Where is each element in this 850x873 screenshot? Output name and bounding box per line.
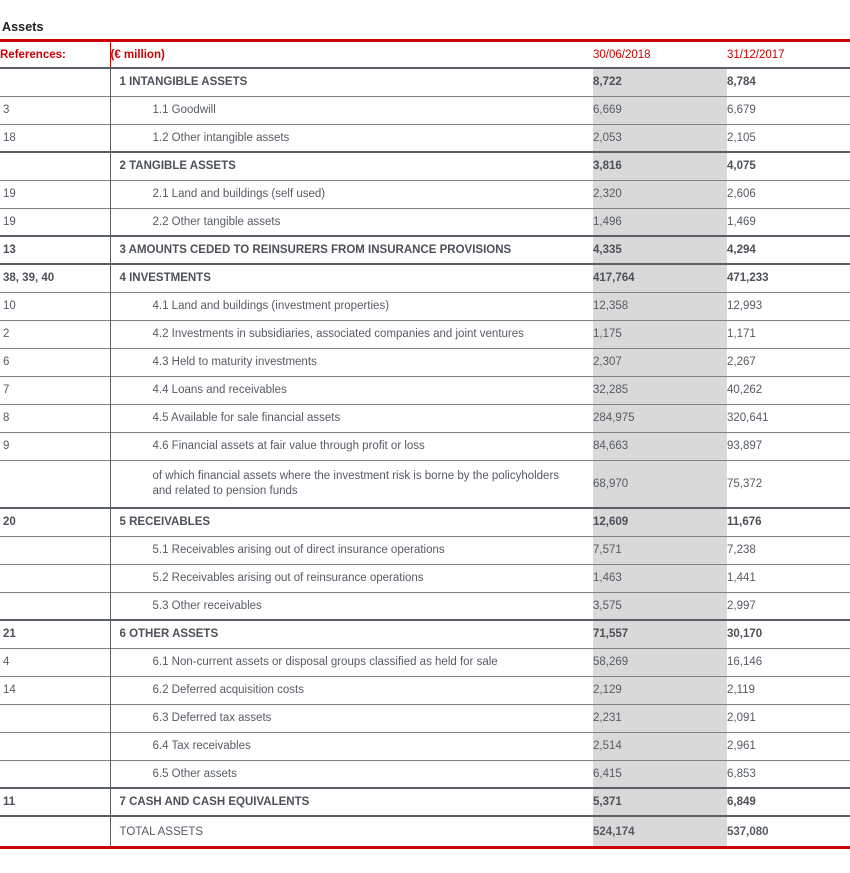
row-reference: 3 [0, 96, 110, 124]
row-label-cell [110, 404, 593, 432]
row-label: 2.2 Other tangible assets [152, 215, 281, 228]
row-value-previous: 2,105 [727, 124, 850, 152]
table-row [0, 348, 850, 376]
row-value-current: 417,764 [593, 264, 727, 292]
header-previous-period: 31/12/2017 [727, 49, 785, 61]
table-row [0, 96, 850, 124]
row-value-current: 2,129 [593, 676, 727, 704]
row-label: 2.1 Land and buildings (self used) [152, 188, 326, 200]
row-value-previous: 6,853 [727, 760, 850, 788]
row-label-cell [110, 180, 593, 208]
row-reference [0, 704, 110, 732]
table-row [0, 816, 850, 846]
row-label: 4.4 Loans and receivables [152, 384, 287, 396]
row-label-cell [110, 536, 593, 564]
row-label-cell [110, 292, 593, 320]
row-value-current: 3,816 [593, 152, 727, 180]
row-label-cell [110, 760, 593, 788]
row-label-cell [110, 732, 593, 760]
row-reference: 10 [0, 292, 110, 320]
table-row [0, 508, 850, 536]
row-label-cell [110, 676, 593, 704]
row-reference: 8 [0, 404, 110, 432]
assets-table [0, 42, 850, 846]
row-value-current: 6,669 [593, 96, 727, 124]
row-value-current: 524,174 [593, 816, 727, 846]
row-value-current: 2,053 [593, 124, 727, 152]
row-label: TOTAL ASSETS [119, 825, 204, 838]
row-value-previous: 4,075 [727, 152, 850, 180]
row-reference [0, 564, 110, 592]
row-label: 6.5 Other assets [152, 767, 237, 780]
row-value-current: 32,285 [593, 376, 727, 404]
row-value-current: 8,722 [593, 68, 727, 96]
row-reference [0, 68, 110, 96]
row-value-previous: 16,146 [727, 648, 850, 676]
table-row [0, 236, 850, 264]
table-row [0, 124, 850, 152]
row-value-current: 3,575 [593, 592, 727, 620]
row-value-previous: 75,372 [727, 460, 850, 508]
table-row [0, 648, 850, 676]
row-reference: 19 [0, 208, 110, 236]
row-value-previous: 2,267 [727, 348, 850, 376]
table-row [0, 180, 850, 208]
row-reference: 2 [0, 320, 110, 348]
row-label: 5.1 Receivables arising out of direct insurance operations [152, 544, 445, 556]
row-reference: 4 [0, 648, 110, 676]
row-label: 6.4 Tax receivables [152, 740, 251, 752]
row-label: 6.3 Deferred tax assets [152, 712, 272, 724]
row-value-current: 2,320 [593, 180, 727, 208]
row-value-previous: 1,469 [727, 208, 850, 236]
row-label: 1.1 Goodwill [152, 104, 216, 116]
row-label-cell [110, 460, 593, 508]
row-value-previous: 93,897 [727, 432, 850, 460]
row-value-previous: 537,080 [727, 816, 850, 846]
table-row [0, 760, 850, 788]
row-value-current: 284,975 [593, 404, 727, 432]
row-reference [0, 460, 110, 508]
row-label: 4.5 Available for sale financial assets [152, 412, 341, 424]
table-row [0, 320, 850, 348]
row-reference [0, 592, 110, 620]
row-value-previous: 1,171 [727, 320, 850, 348]
row-value-current: 2,307 [593, 348, 727, 376]
row-reference: 38, 39, 40 [0, 264, 110, 292]
row-label-cell [110, 124, 593, 152]
row-label-cell [110, 68, 593, 96]
row-value-previous: 40,262 [727, 376, 850, 404]
row-label-cell [110, 236, 593, 264]
row-reference: 6 [0, 348, 110, 376]
row-value-current: 12,358 [593, 292, 727, 320]
row-label-cell [110, 816, 593, 846]
header-current-period: 30/06/2018 [593, 49, 651, 61]
bottom-red-rule [0, 846, 850, 849]
table-body [0, 42, 850, 846]
row-value-previous: 12,993 [727, 292, 850, 320]
table-row [0, 68, 850, 96]
row-value-previous: 4,294 [727, 236, 850, 264]
row-value-current: 1,175 [593, 320, 727, 348]
row-label: 6 OTHER ASSETS [119, 628, 219, 641]
row-value-current: 5,371 [593, 788, 727, 816]
row-value-current: 2,231 [593, 704, 727, 732]
row-label: 6.2 Deferred acquisition costs [152, 684, 304, 696]
table-row [0, 704, 850, 732]
table-row [0, 460, 850, 508]
row-value-previous: 471,233 [727, 264, 850, 292]
row-value-previous: 7,238 [727, 536, 850, 564]
table-row [0, 620, 850, 648]
row-reference [0, 536, 110, 564]
row-label-cell [110, 592, 593, 620]
row-label-cell [110, 376, 593, 404]
row-label: 1 INTANGIBLE ASSETS [119, 76, 248, 89]
row-label-cell [110, 432, 593, 460]
row-label: 5.2 Receivables arising out of reinsurance operations [152, 572, 424, 584]
row-label: 3 AMOUNTS CEDED TO REINSURERS FROM INSURANCE PROVISIONS [119, 244, 512, 256]
row-reference: 14 [0, 676, 110, 704]
row-label-cell [110, 648, 593, 676]
row-label-cell [110, 348, 593, 376]
row-label-cell [110, 788, 593, 816]
row-label: 7 CASH AND CASH EQUIVALENTS [119, 796, 310, 808]
row-label-cell [110, 152, 593, 180]
table-row [0, 564, 850, 592]
row-label: 4.2 Investments in subsidiaries, associated companies and joint ventures [152, 328, 524, 340]
table-row [0, 536, 850, 564]
row-label: 5 RECEIVABLES [119, 516, 211, 529]
row-reference: 13 [0, 236, 110, 264]
row-reference: 18 [0, 124, 110, 152]
table-row [0, 292, 850, 320]
row-label-cell [110, 508, 593, 536]
row-reference [0, 760, 110, 788]
row-label-cell [110, 208, 593, 236]
row-label: 1.2 Other intangible assets [152, 131, 290, 144]
row-value-current: 2,514 [593, 732, 727, 760]
row-reference: 21 [0, 620, 110, 648]
section-title-bar [0, 0, 850, 39]
row-label: 5.3 Other receivables [152, 599, 262, 612]
header-references: References: [0, 49, 66, 61]
row-value-previous: 2,091 [727, 704, 850, 732]
row-value-previous: 320,641 [727, 404, 850, 432]
table-row [0, 404, 850, 432]
row-label: 4.6 Financial assets at fair value through profit or loss [152, 440, 425, 452]
row-value-previous: 6,679 [727, 96, 850, 124]
row-value-previous: 2,961 [727, 732, 850, 760]
row-label: 2 TANGIBLE ASSETS [119, 160, 236, 173]
row-value-current: 68,970 [593, 460, 727, 508]
table-row [0, 376, 850, 404]
table-row [0, 788, 850, 816]
row-value-current: 12,609 [593, 508, 727, 536]
row-value-previous: 2,997 [727, 592, 850, 620]
row-label-cell [110, 704, 593, 732]
row-label: 4.1 Land and buildings (investment properties) [152, 300, 390, 312]
row-reference [0, 816, 110, 846]
row-reference: 9 [0, 432, 110, 460]
row-value-previous: 11,676 [727, 508, 850, 536]
row-label: 4.3 Held to maturity investments [152, 356, 317, 368]
table-row [0, 152, 850, 180]
header-unit: (€ million) [110, 42, 593, 68]
row-label-cell [110, 320, 593, 348]
row-reference: 19 [0, 180, 110, 208]
row-value-current: 1,496 [593, 208, 727, 236]
table-row [0, 676, 850, 704]
row-label: 6.1 Non-current assets or disposal groups classified as held for sale [152, 656, 498, 668]
table-header-row [0, 42, 850, 68]
row-reference: 11 [0, 788, 110, 816]
row-value-current: 6,415 [593, 760, 727, 788]
table-row [0, 208, 850, 236]
row-value-current: 7,571 [593, 536, 727, 564]
row-label: of which financial assets where the investment risk is borne by the policyholders and related to pension funds [152, 469, 560, 497]
row-value-previous: 6,849 [727, 788, 850, 816]
table-row [0, 432, 850, 460]
row-label-cell [110, 564, 593, 592]
row-label-cell [110, 264, 593, 292]
row-reference: 7 [0, 376, 110, 404]
row-reference [0, 152, 110, 180]
row-label-cell [110, 620, 593, 648]
table-row [0, 732, 850, 760]
row-value-previous: 1,441 [727, 564, 850, 592]
row-value-current: 4,335 [593, 236, 727, 264]
row-value-current: 1,463 [593, 564, 727, 592]
row-value-current: 58,269 [593, 648, 727, 676]
row-reference: 20 [0, 508, 110, 536]
row-value-previous: 2,119 [727, 676, 850, 704]
row-reference [0, 732, 110, 760]
row-value-current: 71,557 [593, 620, 727, 648]
row-value-current: 84,663 [593, 432, 727, 460]
row-label: 4 INVESTMENTS [119, 272, 211, 285]
row-value-previous: 8,784 [727, 68, 850, 96]
page-title: Assets [2, 20, 44, 34]
row-value-previous: 30,170 [727, 620, 850, 648]
row-value-previous: 2,606 [727, 180, 850, 208]
table-row [0, 592, 850, 620]
table-row [0, 264, 850, 292]
row-label-cell [110, 96, 593, 124]
